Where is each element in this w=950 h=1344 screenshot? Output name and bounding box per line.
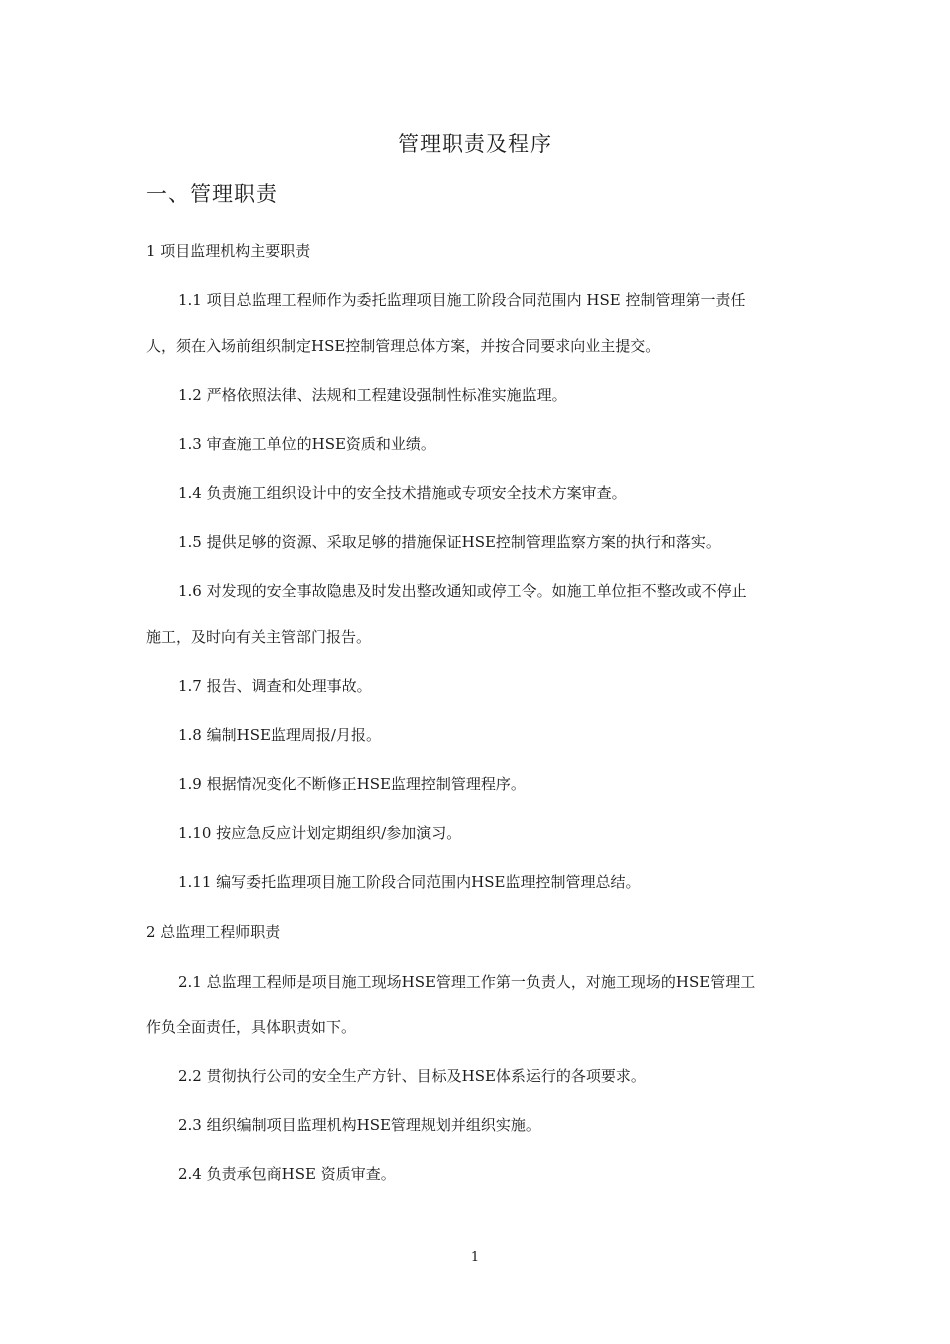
- item-2-3: 2.3 组织编制项目监理机构HSE管理规划并组织实施。: [178, 1116, 541, 1134]
- section-heading: 一、管理职责: [146, 182, 278, 206]
- item-2-4: 2.4 负责承包商HSE 资质审查。: [178, 1165, 396, 1183]
- item-1-6-line1: 1.6 对发现的安全事故隐患及时发出整改通知或停工令。如施工单位拒不整改或不停止: [178, 582, 747, 600]
- item-1-8: 1.8 编制HSE监理周报/月报。: [178, 726, 381, 744]
- item-2-1-line1: 2.1 总监理工程师是项目施工现场HSE管理工作第一负责人，对施工现场的HSE管理工: [178, 973, 756, 991]
- item-1-5: 1.5 提供足够的资源、采取足够的措施保证HSE控制管理监察方案的执行和落实。: [178, 533, 721, 551]
- item-2-2: 2.2 贯彻执行公司的安全生产方针、目标及HSE体系运行的各项要求。: [178, 1067, 646, 1085]
- document-title: 管理职责及程序: [398, 132, 552, 156]
- item-1-2: 1.2 严格依照法律、法规和工程建设强制性标准实施监理。: [178, 386, 567, 404]
- item-1-1-line1: 1.1 项目总监理工程师作为委托监理项目施工阶段合同范围内 HSE 控制管理第一责任: [178, 291, 746, 309]
- page-number: 1: [470, 1250, 480, 1265]
- item-1-3: 1.3 审查施工单位的HSE资质和业绩。: [178, 435, 436, 453]
- item-1-10: 1.10 按应急反应计划定期组织/参加演习。: [178, 824, 462, 842]
- subsection-heading-1: 1 项目监理机构主要职责: [146, 242, 311, 260]
- subsection-heading-2: 2 总监理工程师职责: [146, 923, 281, 941]
- item-1-11: 1.11 编写委托监理项目施工阶段合同范围内HSE监理控制管理总结。: [178, 873, 641, 891]
- item-2-1-line2: 作负全面责任，具体职责如下。: [146, 1018, 357, 1036]
- item-1-7: 1.7 报告、调查和处理事故。: [178, 677, 372, 695]
- item-1-9: 1.9 根据情况变化不断修正HSE监理控制管理程序。: [178, 775, 526, 793]
- item-1-1-line2: 人，须在入场前组织制定HSE控制管理总体方案，并按合同要求向业主提交。: [146, 337, 661, 355]
- item-1-4: 1.4 负责施工组织设计中的安全技术措施或专项安全技术方案审查。: [178, 484, 627, 502]
- item-1-6-line2: 施工，及时向有关主管部门报告。: [146, 628, 372, 646]
